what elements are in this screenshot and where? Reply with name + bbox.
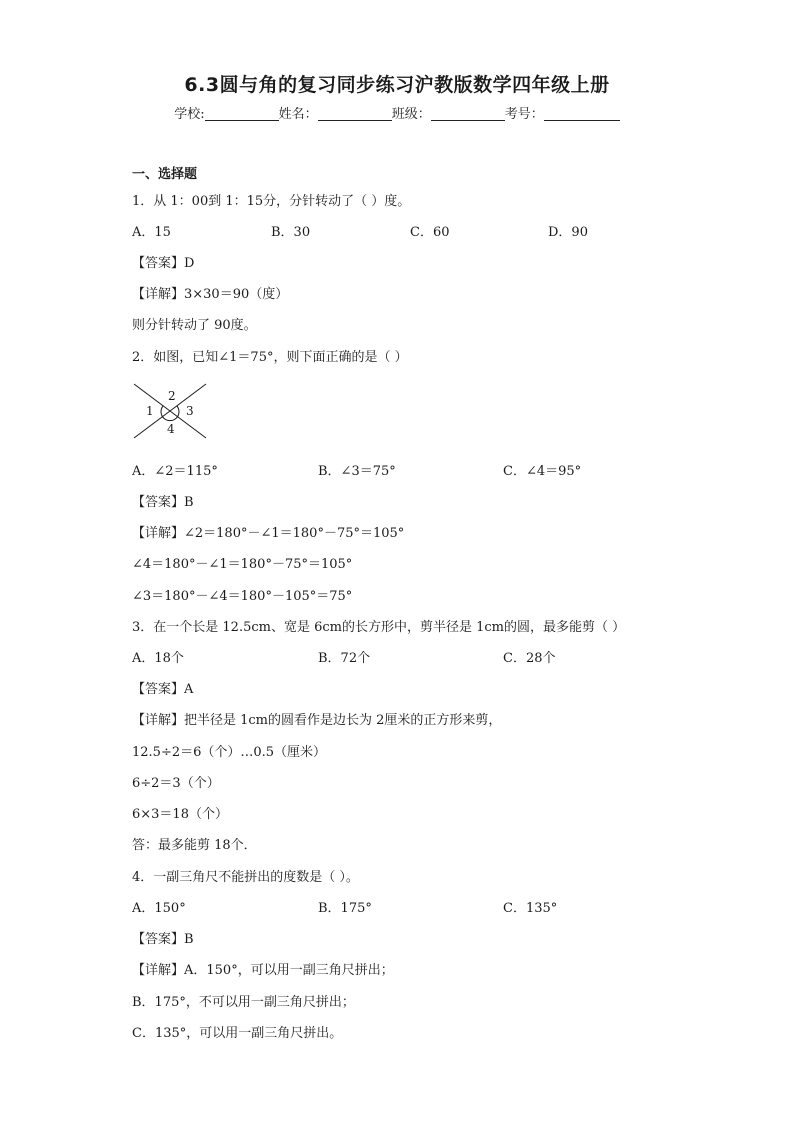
q2-detail-line: ∠4＝180°－∠1＝180°－75°＝105° (132, 557, 353, 572)
angle-label-3: 3 (186, 404, 194, 418)
q3-detail-line: 答：最多能剪 18个． (132, 838, 257, 853)
angle-label-2: 2 (168, 389, 176, 403)
q3-detail-line: 6÷2＝3（个） (132, 776, 220, 791)
class-label: 班级： (391, 107, 431, 122)
q2-stem: 2．如图，已知∠1＝75°，则下面正确的是（ ） (132, 350, 408, 365)
q2-option-c[interactable]: C．∠4＝95° (503, 464, 582, 479)
q4-option-a[interactable]: A．150° (132, 901, 186, 916)
section-heading: 一、选择题 (132, 167, 198, 182)
number-label: 考号： (504, 107, 544, 122)
q3-detail-line: 12.5÷2＝6（个）…0.5（厘米） (132, 745, 327, 760)
q1-detail-line: 【详解】3×30＝90（度） (132, 287, 289, 302)
q3-stem: 3．在一个长是 12.5cm、宽是 6cm的长方形中，剪半径是 1cm的圆，最多能剪（ ） (132, 620, 626, 635)
q2-answer: 【答案】B (132, 495, 194, 510)
q1-stem: 1．从 1：00到 1：15分，分针转动了（ ）度。 (132, 194, 411, 209)
q1-option-d[interactable]: D．90 (548, 225, 588, 240)
q1-option-c[interactable]: C．60 (410, 225, 450, 240)
class-blank[interactable] (431, 106, 505, 121)
q2-detail-line: ∠3＝180°－∠4＝180°－105°＝75° (132, 589, 353, 604)
q2-detail-line: 【详解】∠2＝180°－∠1＝180°－75°＝105° (132, 526, 405, 541)
q4-stem: 4．一副三角尺不能拼出的度数是（ ）。 (132, 870, 359, 885)
q2-option-a[interactable]: A．∠2＝115° (132, 464, 218, 479)
q3-answer: 【答案】A (132, 682, 194, 697)
school-blank[interactable] (205, 106, 279, 121)
q4-detail-line: C．135°，可以用一副三角尺拼出。 (132, 1026, 343, 1041)
q2-option-b[interactable]: B．∠3＝75° (318, 464, 396, 479)
q3-option-a[interactable]: A．18个 (132, 651, 184, 666)
student-info-row (0, 103, 794, 122)
school-label: 学校: (174, 107, 205, 122)
q4-answer: 【答案】B (132, 932, 194, 947)
angle-arc (161, 406, 179, 421)
q1-option-a[interactable]: A．15 (132, 225, 171, 240)
name-blank[interactable] (318, 106, 392, 121)
q1-answer: 【答案】D (132, 256, 195, 271)
q3-detail-line: 6×3＝18（个） (132, 807, 228, 822)
q4-detail-line: 【详解】A．150°，可以用一副三角尺拼出； (132, 963, 394, 978)
number-blank[interactable] (544, 106, 620, 121)
page-title: 6.3圆与角的复习同步练习沪教版数学四年级上册 (184, 74, 610, 96)
q3-detail-line: 【详解】把半径是 1cm的圆看作是边长为 2厘米的正方形来剪， (132, 713, 502, 728)
angle-label-4: 4 (167, 422, 175, 436)
q3-option-c[interactable]: C．28个 (503, 651, 556, 666)
q1-detail-line: 则分针转动了 90度。 (132, 318, 257, 333)
angle-label-1: 1 (146, 404, 154, 418)
q4-option-b[interactable]: B．175° (318, 901, 372, 916)
q4-option-c[interactable]: C．135° (503, 901, 558, 916)
q3-option-b[interactable]: B．72个 (318, 651, 371, 666)
q1-option-b[interactable]: B．30 (271, 225, 311, 240)
q4-detail-line: B．175°，不可以用一副三角尺拼出； (132, 995, 355, 1010)
intersecting-lines-figure (130, 380, 210, 442)
name-label: 姓名： (278, 107, 318, 122)
